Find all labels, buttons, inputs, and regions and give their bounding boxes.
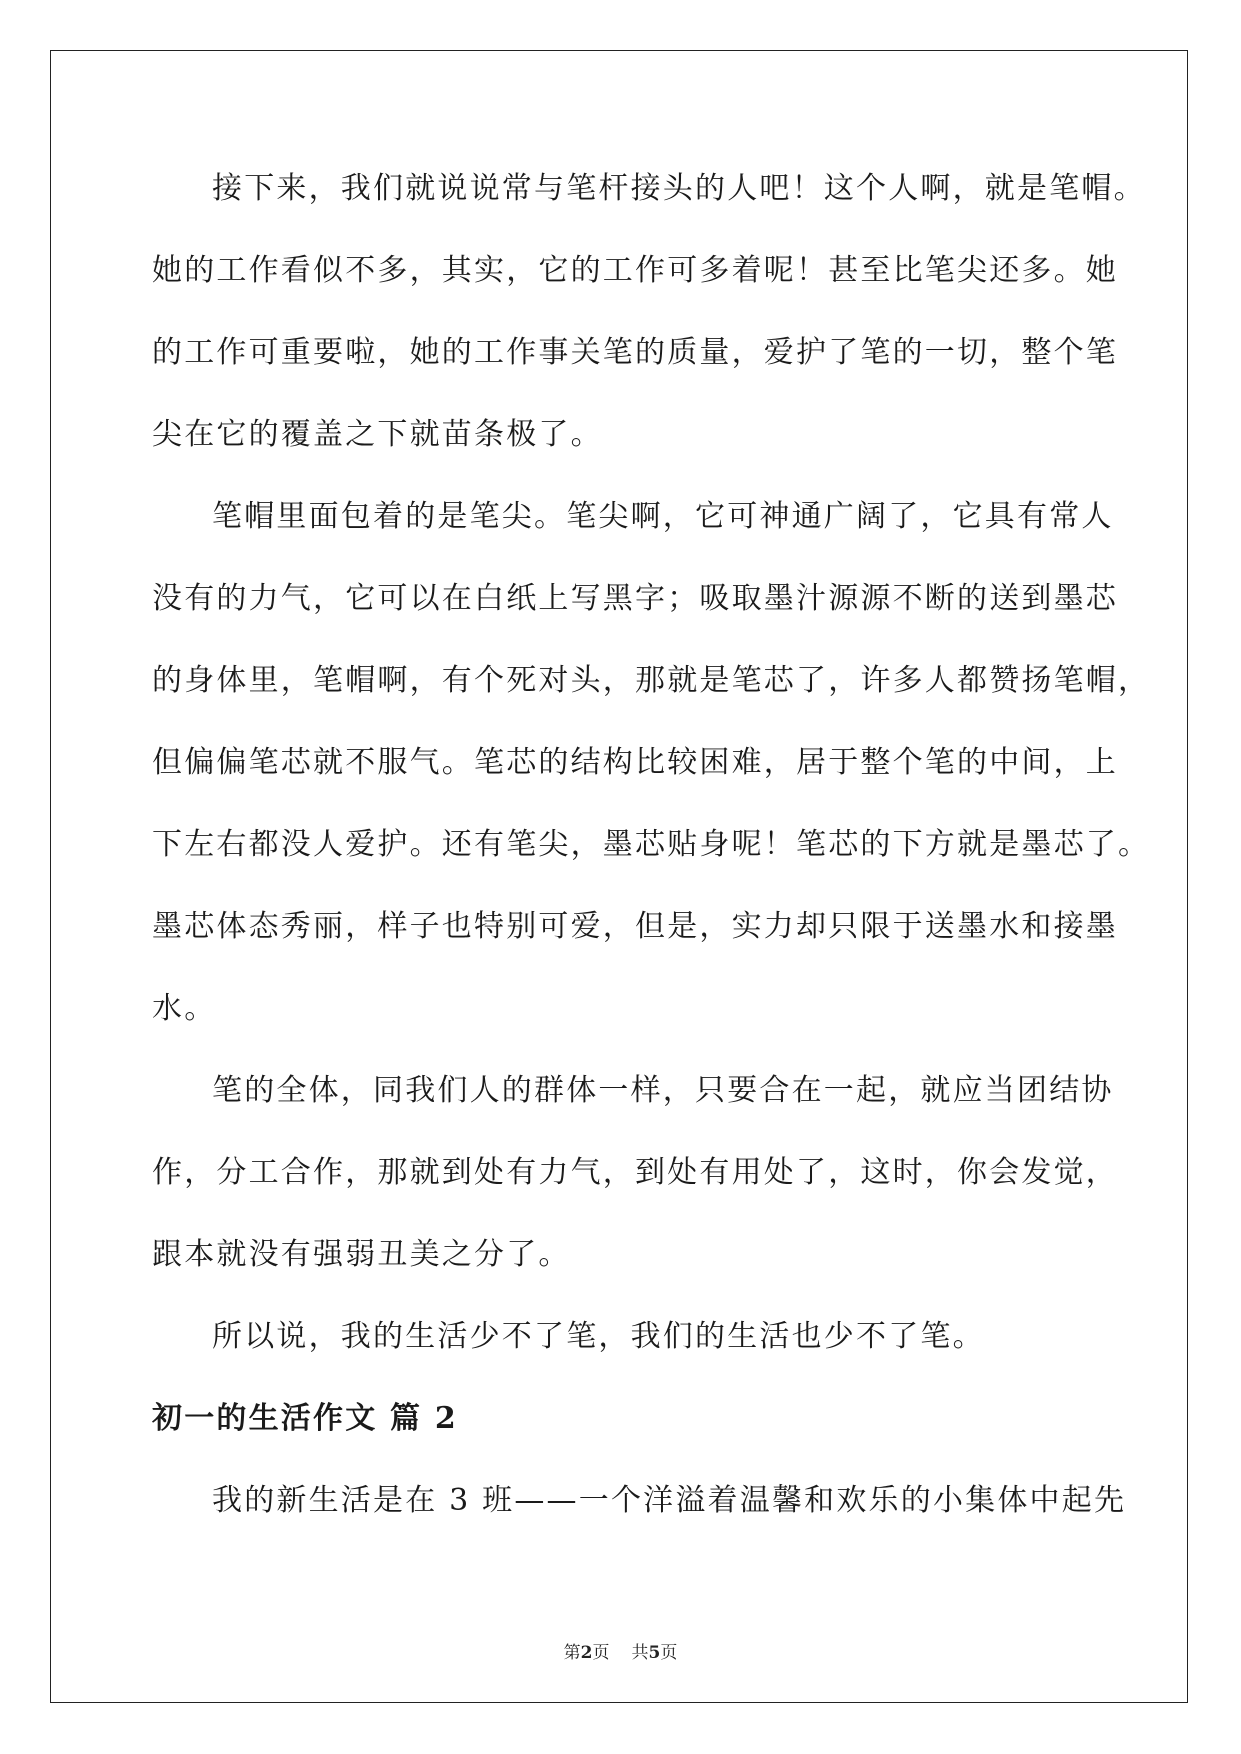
text-line: 但偏偏笔芯就不服气。笔芯的结构比较困难，居于整个笔的中间，上 [152,745,1118,780]
paragraph-5 [152,1460,1127,1542]
text-line: 尖在它的覆盖之下就苗条极了。 [152,417,603,452]
paragraph-2 [152,476,1151,1050]
page-number-suffix: 页 [592,1643,610,1663]
paragraph-1 [152,148,1146,476]
paragraph-3 [152,1050,1118,1296]
text-line: 水。 [152,991,217,1026]
text-line: 下左右都没人爱护。还有笔尖，墨芯贴身呢！笔芯的下方就是墨芯了。 [152,827,1151,862]
paragraph-4 [152,1296,1090,1378]
page-number-prefix: 第 [563,1643,581,1663]
page-number-current: 2 [580,1643,593,1663]
text-line: 没有的力气，它可以在白纸上写黑字；吸取墨汁源源不断的送到墨芯 [152,581,1118,616]
text-line: 作，分工合作，那就到处有力气，到处有用处了，这时，你会发觉， [152,1155,1118,1190]
page-footer [0,1638,1241,1663]
text-line: 的工作可重要啦，她的工作事关笔的质量，爱护了笔的一切，整个笔 [152,335,1118,370]
text-line: 所以说，我的生活少不了笔，我们的生活也少不了笔。 [212,1319,985,1354]
text-line: 墨芯体态秀丽，样子也特别可爱，但是，实力却只限于送墨水和接墨 [152,909,1118,944]
text-line: 笔帽里面包着的是笔尖。笔尖啊，它可神通广阔了，它具有常人 [212,499,1114,534]
text-line: 跟本就没有强弱丑美之分了。 [152,1237,571,1272]
text-line: 她的工作看似不多，其实，它的工作可多着呢！甚至比笔尖还多。她 [152,253,1118,288]
text-line: 的身体里，笔帽啊，有个死对头，那就是笔芯了，许多人都赞扬笔帽， [152,663,1151,698]
text-line: 笔的全体，同我们人的群体一样，只要合在一起，就应当团结协 [212,1073,1114,1108]
text-line: 我的新生活是在 3 班——一个洋溢着温馨和欢乐的小集体中起先 [212,1483,1127,1518]
section-heading: 初一的生活作文 篇 2 [152,1401,458,1436]
document-body [152,148,1151,1542]
page-total-count: 5 [648,1643,661,1663]
page-total-suffix: 页 [660,1643,678,1663]
page-total-prefix: 共 [631,1643,649,1663]
text-line: 接下来，我们就说说常与笔杆接头的人吧！这个人啊，就是笔帽。 [212,171,1146,206]
